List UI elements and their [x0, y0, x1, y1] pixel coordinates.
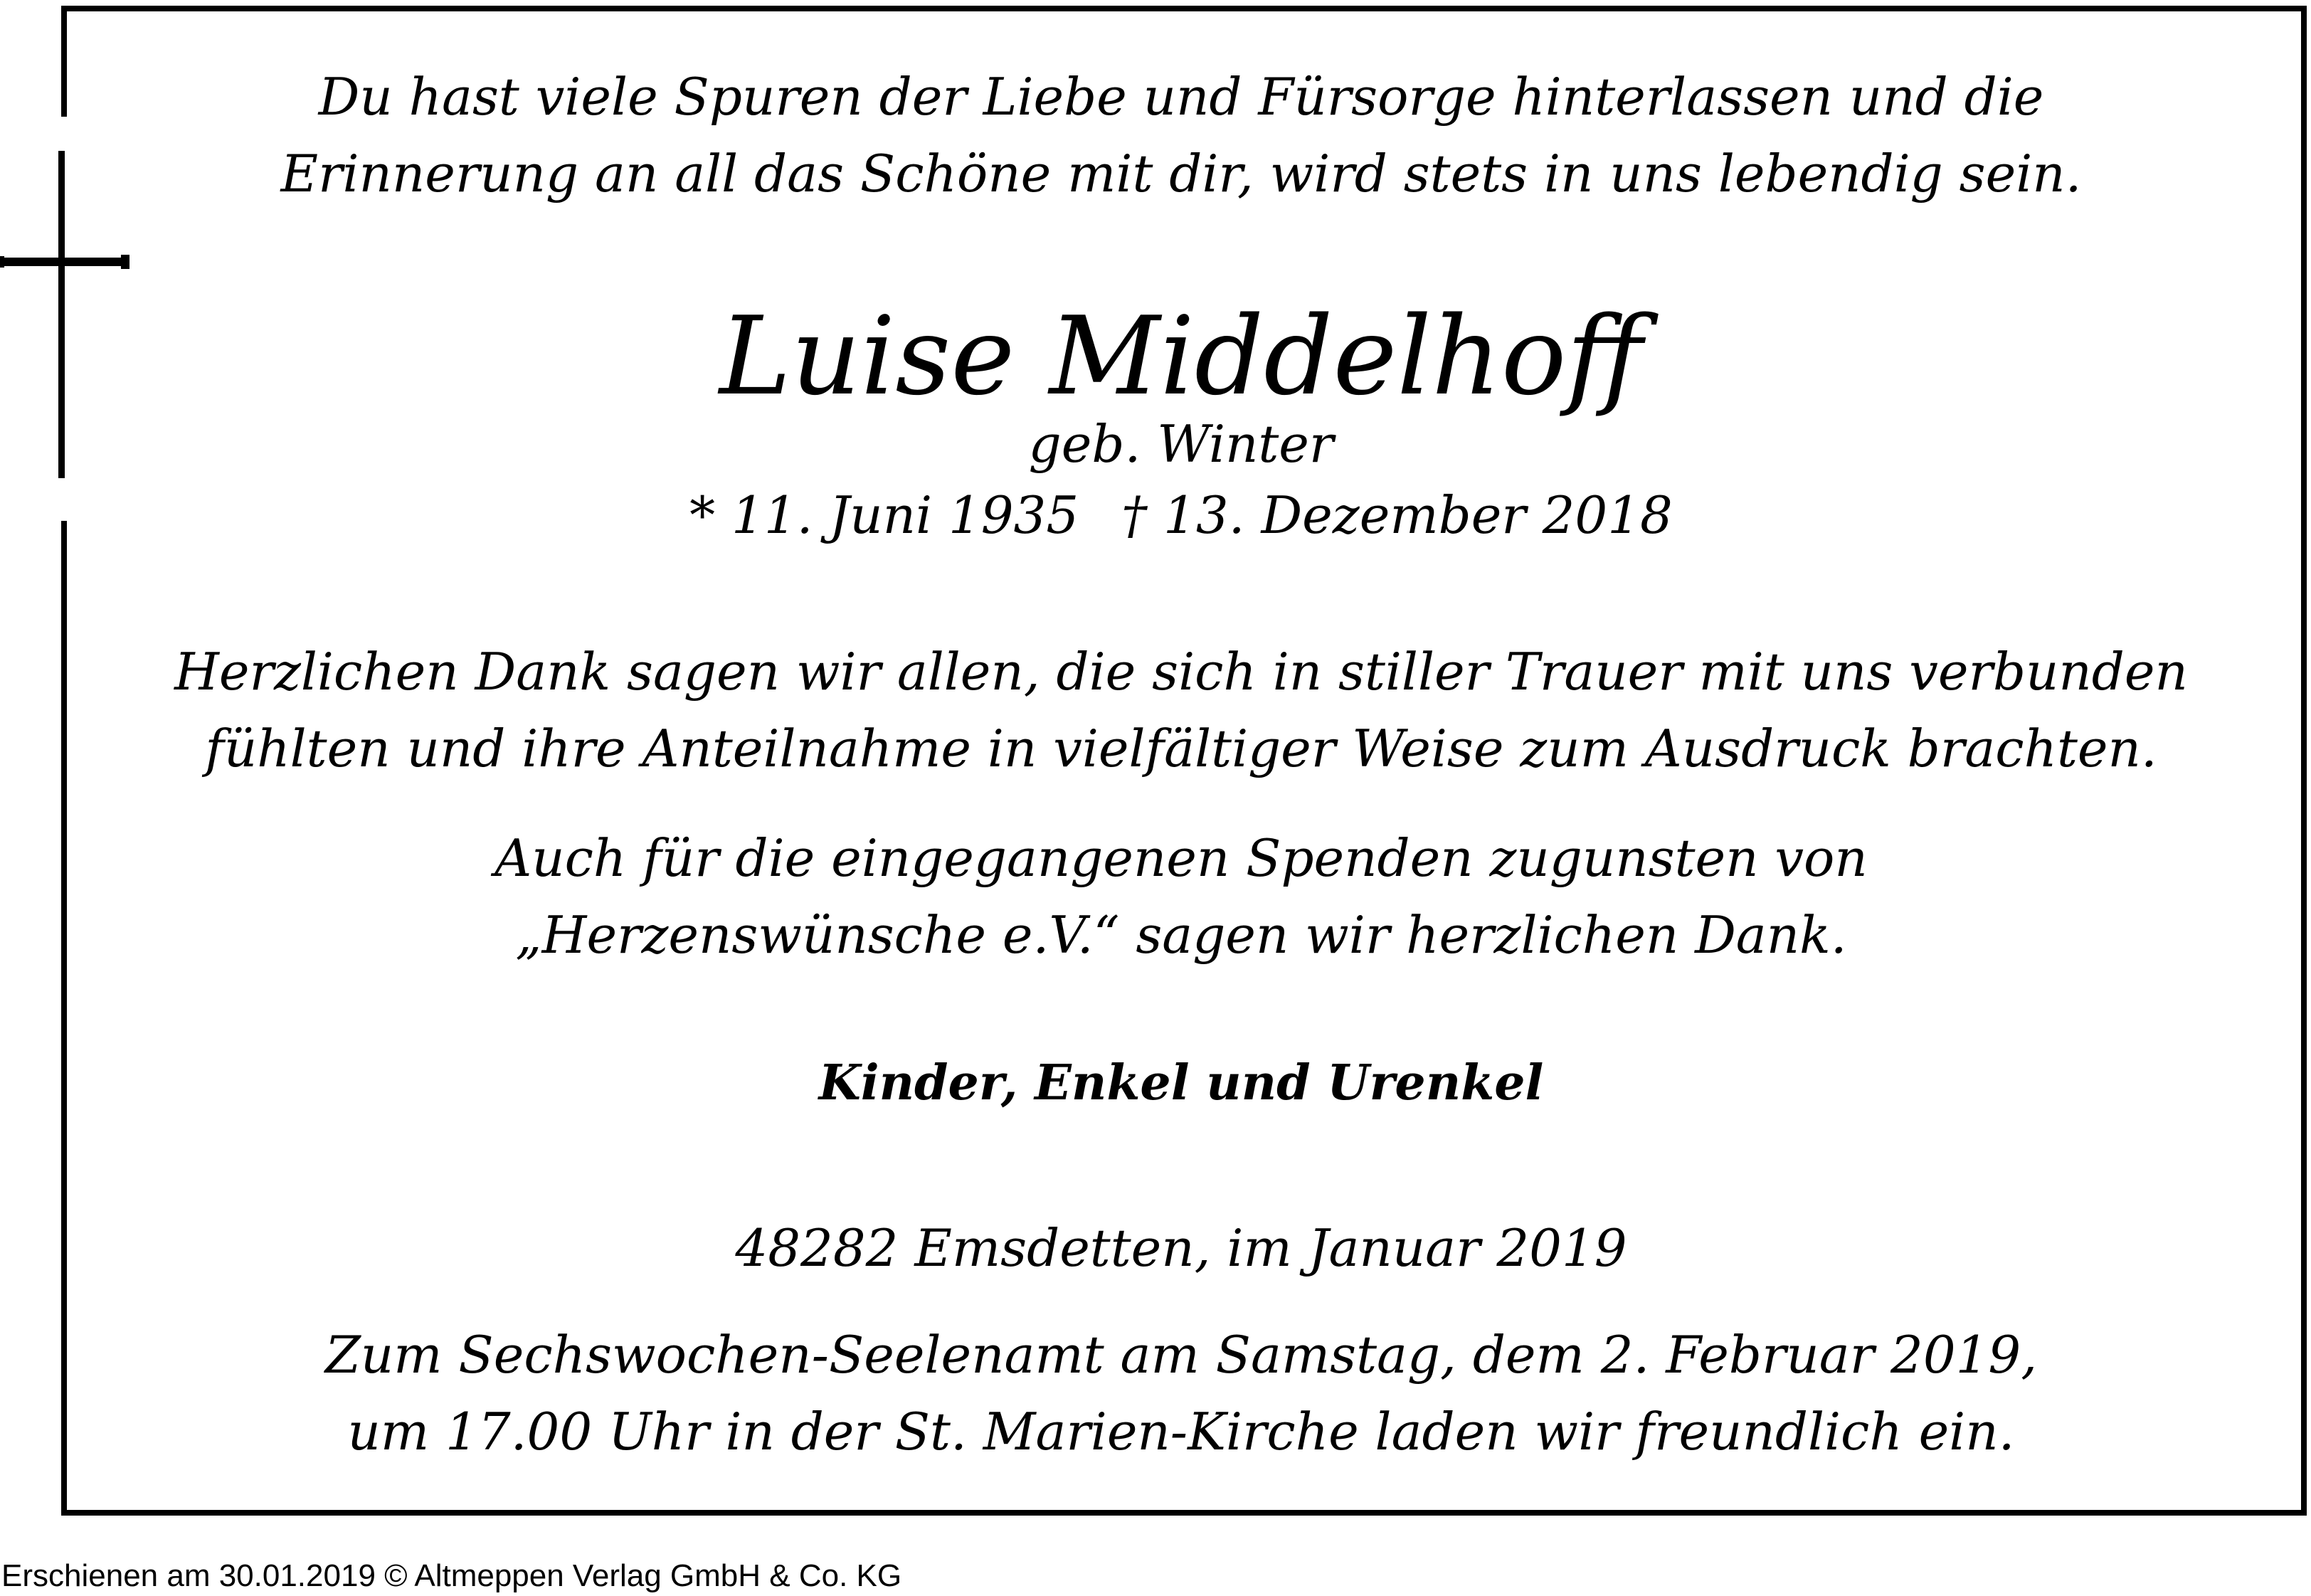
motto-line-2: Erinnerung an all das Schöne mit dir, wird stets in uns lebendig sein.	[280, 144, 2082, 204]
frame-right-border	[2301, 6, 2307, 1516]
motto-line-1: Du hast viele Spuren der Liebe und Fürsorge hinterlassen und die	[318, 67, 2044, 127]
birth-date: * 11. Juni 1935	[689, 485, 1079, 545]
thanks-line-2: fühlten und ihre Anteilnahme in vielfältiger Weise zum Ausdruck brachten.	[205, 719, 2157, 778]
frame-top-border	[61, 6, 2307, 11]
life-dates	[100, 485, 2263, 545]
maiden-name: geb. Winter	[1028, 414, 1334, 474]
death-date: † 13. Dezember 2018	[1121, 485, 1673, 545]
publication-credit: Erschienen am 30.01.2019 © Altmeppen Verlag GmbH & Co. KG	[1, 1558, 902, 1593]
frame-left-border-upper	[61, 6, 67, 117]
motto-quote	[100, 67, 2263, 225]
invitation-line-2: um 17.00 Uhr in der St. Marien-Kirche laden wir freundlich ein.	[347, 1402, 2015, 1462]
donations-line-2: „Herzenswünsche e.V.“ sagen wir herzlichen Dank.	[515, 905, 1847, 965]
donations-paragraph	[100, 828, 2263, 986]
thanks-line-1: Herzlichen Dank sagen wir allen, die sich in stiller Trauer mit uns verbunden	[174, 642, 2188, 702]
family-signature: Kinder, Enkel und Urenkel	[818, 1055, 1544, 1111]
deceased-name: Luise Middelhoff	[719, 293, 1644, 419]
invitation-paragraph	[100, 1325, 2263, 1483]
place-and-date: 48282 Emsdetten, im Januar 2019	[735, 1218, 1627, 1278]
invitation-line-1: Zum Sechswochen-Seelenamt am Samstag, dem 2. Februar 2019,	[324, 1325, 2038, 1385]
thanks-paragraph	[100, 642, 2263, 800]
donations-line-1: Auch für die eingegangenen Spenden zugunsten von	[495, 828, 1868, 888]
frame-bottom-border	[61, 1510, 2307, 1516]
frame-left-border-lower	[61, 521, 67, 1516]
